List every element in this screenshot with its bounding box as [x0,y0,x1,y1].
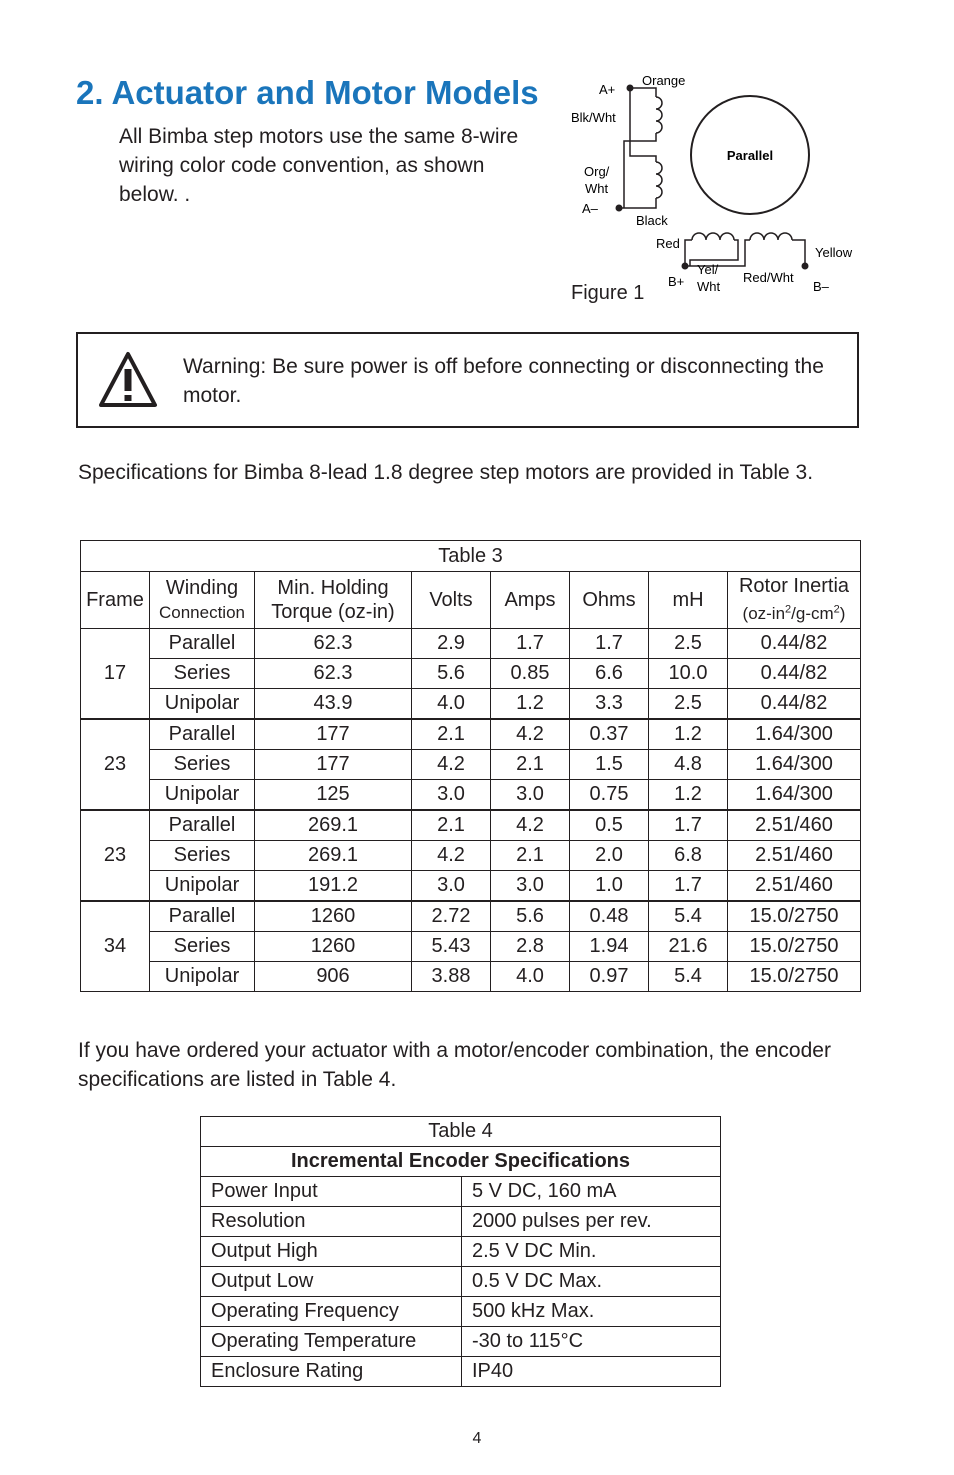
spec-name-cell: Output High [201,1237,462,1267]
motor-spec-table [80,540,861,992]
spec-value-cell: 5 V DC, 160 mA [462,1177,721,1207]
inertia-cell: 1.64/300 [728,780,861,811]
inertia-cell: 15.0/2750 [728,962,861,992]
inertia-cell: 0.44/82 [728,629,861,659]
inertia-cell: 0.44/82 [728,689,861,720]
ohms-cell: 0.75 [570,780,649,811]
table-row [81,780,861,811]
amps-cell: 4.0 [491,962,570,992]
frame-cell: 23 [81,719,150,810]
coil-a1 [656,97,662,133]
torque-cell: 1260 [255,932,412,962]
torque-cell: 177 [255,719,412,750]
ohms-cell: 0.48 [570,901,649,932]
wiring-diagram [560,64,870,304]
volts-cell: 5.43 [412,932,491,962]
spec-name-cell: Operating Temperature [201,1327,462,1357]
encoder-spec-table [200,1116,721,1387]
amps-cell: 0.85 [491,659,570,689]
frame-cell: 23 [81,810,150,901]
spec-name-cell: Output Low [201,1267,462,1297]
winding-cell: Parallel [150,810,255,841]
winding-cell: Series [150,750,255,780]
mh-cell: 2.5 [649,629,728,659]
col-header-amps: Amps [491,572,570,629]
table-row [201,1357,721,1387]
table4-subtitle: Incremental Encoder Specifications [201,1147,721,1177]
col-header-inertia: Rotor Inertia $(oz-in^2/g-cm^2)$ [728,572,861,629]
frame-cell: 17 [81,629,150,720]
inertia-cell: 2.51/460 [728,810,861,841]
inertia-cell: 15.0/2750 [728,901,861,932]
wire-label-red-wht: Red/Wht [743,270,794,285]
warning-text: Warning: Be sure power is off before connecting or disconnecting the motor. [183,355,824,407]
ohms-cell: 1.5 [570,750,649,780]
coil-b1 [692,233,734,240]
ohms-cell: 1.94 [570,932,649,962]
table3-title: Table 3 [81,541,861,572]
winding-cell: Parallel [150,629,255,659]
spec-intro-paragraph: Specifications for Bimba 8-lead 1.8 degree step motors are provided in Table 3. [78,461,814,484]
table-row [201,1327,721,1357]
col-header-torque: Min. Holding Torque (oz-in) [255,572,412,629]
inertia-cell: 1.64/300 [728,750,861,780]
terminal-b-minus: B– [813,279,829,294]
volts-cell: 2.72 [412,901,491,932]
ohms-cell: 1.0 [570,871,649,902]
spec-value-cell: 500 kHz Max. [462,1297,721,1327]
amps-cell: 1.2 [491,689,570,720]
volts-cell: 3.0 [412,780,491,811]
wire-label-yel-wht-1: Yel/ [697,262,719,277]
spec-value-cell: 2.5 V DC Min. [462,1237,721,1267]
encoder-intro-paragraph: If you have ordered your actuator with a motor/encoder combination, the encoder specifications are listed in Table 4. [78,1039,831,1091]
torque-cell: 177 [255,750,412,780]
col-header-volts: Volts [412,572,491,629]
terminal-b-plus: B+ [668,274,685,289]
volts-cell: 3.0 [412,871,491,902]
col-header-frame: Frame [81,572,150,629]
inertia-cell: 2.51/460 [728,871,861,902]
spec-value-cell: 0.5 V DC Max. [462,1267,721,1297]
coil-a2 [656,162,662,198]
amps-cell: 4.2 [491,719,570,750]
wire-label-red: Red [656,236,680,251]
frame-cell: 34 [81,901,150,992]
ohms-cell: 1.7 [570,629,649,659]
table-row [81,932,861,962]
figure-caption: Figure 1 [571,282,645,304]
table-row [81,750,861,780]
volts-cell: 3.88 [412,962,491,992]
wire-label-yellow: Yellow [815,245,853,260]
table-row [201,1267,721,1297]
volts-cell: 4.2 [412,750,491,780]
amps-cell: 2.1 [491,841,570,871]
volts-cell: 4.2 [412,841,491,871]
spec-name-cell: Enclosure Rating [201,1357,462,1387]
page-number: 4 [472,1430,482,1447]
torque-cell: 43.9 [255,689,412,720]
winding-cell: Series [150,841,255,871]
table-row [81,689,861,720]
table-row [201,1177,721,1207]
torque-cell: 269.1 [255,810,412,841]
torque-cell: 1260 [255,901,412,932]
winding-cell: Series [150,659,255,689]
amps-cell: 2.8 [491,932,570,962]
mh-cell: 1.7 [649,871,728,902]
mh-cell: 1.7 [649,810,728,841]
warning-box [76,332,859,428]
ohms-cell: 2.0 [570,841,649,871]
spec-value-cell: IP40 [462,1357,721,1387]
table-row [81,962,861,992]
wire-label-org-wht-2: Wht [585,181,609,196]
wire-label-blk-wht: Blk/Wht [571,110,616,125]
amps-cell: 1.7 [491,629,570,659]
inertia-cell: 1.64/300 [728,719,861,750]
col-header-mh: mH [649,572,728,629]
ohms-cell: 6.6 [570,659,649,689]
volts-cell: 5.6 [412,659,491,689]
torque-cell: 62.3 [255,629,412,659]
table-row [81,841,861,871]
mh-cell: 21.6 [649,932,728,962]
table-row [81,901,861,932]
torque-cell: 906 [255,962,412,992]
winding-cell: Unipolar [150,780,255,811]
torque-cell: 191.2 [255,871,412,902]
terminal-a-minus: A– [582,201,598,216]
inertia-cell: 2.51/460 [728,841,861,871]
amps-cell: 3.0 [491,780,570,811]
intro-paragraph: All Bimba step motors use the same 8-wire wiring color code convention, as shown below. . [119,125,519,206]
table-row [81,629,861,659]
amps-cell: 2.1 [491,750,570,780]
torque-cell: 62.3 [255,659,412,689]
mh-cell: 1.2 [649,780,728,811]
volts-cell: 4.0 [412,689,491,720]
mh-cell: 5.4 [649,962,728,992]
table-row [81,719,861,750]
wire-label-yel-wht-2: Wht [697,279,721,294]
spec-value-cell: 2000 pulses per rev. [462,1207,721,1237]
amps-cell: 5.6 [491,901,570,932]
table-row [201,1297,721,1327]
warning-icon [98,351,158,409]
col-header-ohms: Ohms [570,572,649,629]
table-row [201,1237,721,1267]
table4-title: Table 4 [201,1117,721,1147]
table-row [201,1207,721,1237]
mh-cell: 1.2 [649,719,728,750]
volts-cell: 2.1 [412,719,491,750]
wire-label-orange: Orange [642,73,686,88]
page-title: 2. Actuator and Motor Models [76,74,539,111]
spec-name-cell: Resolution [201,1207,462,1237]
amps-cell: 3.0 [491,871,570,902]
ohms-cell: 0.5 [570,810,649,841]
mh-cell: 6.8 [649,841,728,871]
col-header-winding: Winding Connection [150,572,255,629]
coil-b2 [750,233,792,240]
table-row [81,810,861,841]
winding-cell: Series [150,932,255,962]
spec-name-cell: Power Input [201,1177,462,1207]
ohms-cell: 3.3 [570,689,649,720]
winding-cell: Unipolar [150,689,255,720]
mh-cell: 2.5 [649,689,728,720]
winding-cell: Unipolar [150,871,255,902]
winding-cell: Parallel [150,719,255,750]
motor-label: Parallel [726,148,774,163]
table-row [81,871,861,902]
volts-cell: 2.1 [412,810,491,841]
ohms-cell: 0.37 [570,719,649,750]
amps-cell: 4.2 [491,810,570,841]
terminal-a-plus: A+ [599,82,616,97]
winding-cell: Parallel [150,901,255,932]
torque-cell: 125 [255,780,412,811]
spec-name-cell: Operating Frequency [201,1297,462,1327]
torque-cell: 269.1 [255,841,412,871]
wire-label-black: Black [636,213,668,228]
mh-cell: 4.8 [649,750,728,780]
ohms-cell: 0.97 [570,962,649,992]
wire-label-org-wht-1: Org/ [584,164,610,179]
volts-cell: 2.9 [412,629,491,659]
table-row [81,659,861,689]
winding-cell: Unipolar [150,962,255,992]
mh-cell: 5.4 [649,901,728,932]
mh-cell: 10.0 [649,659,728,689]
inertia-cell: 0.44/82 [728,659,861,689]
spec-value-cell: -30 to 115°C [462,1327,721,1357]
inertia-cell: 15.0/2750 [728,932,861,962]
